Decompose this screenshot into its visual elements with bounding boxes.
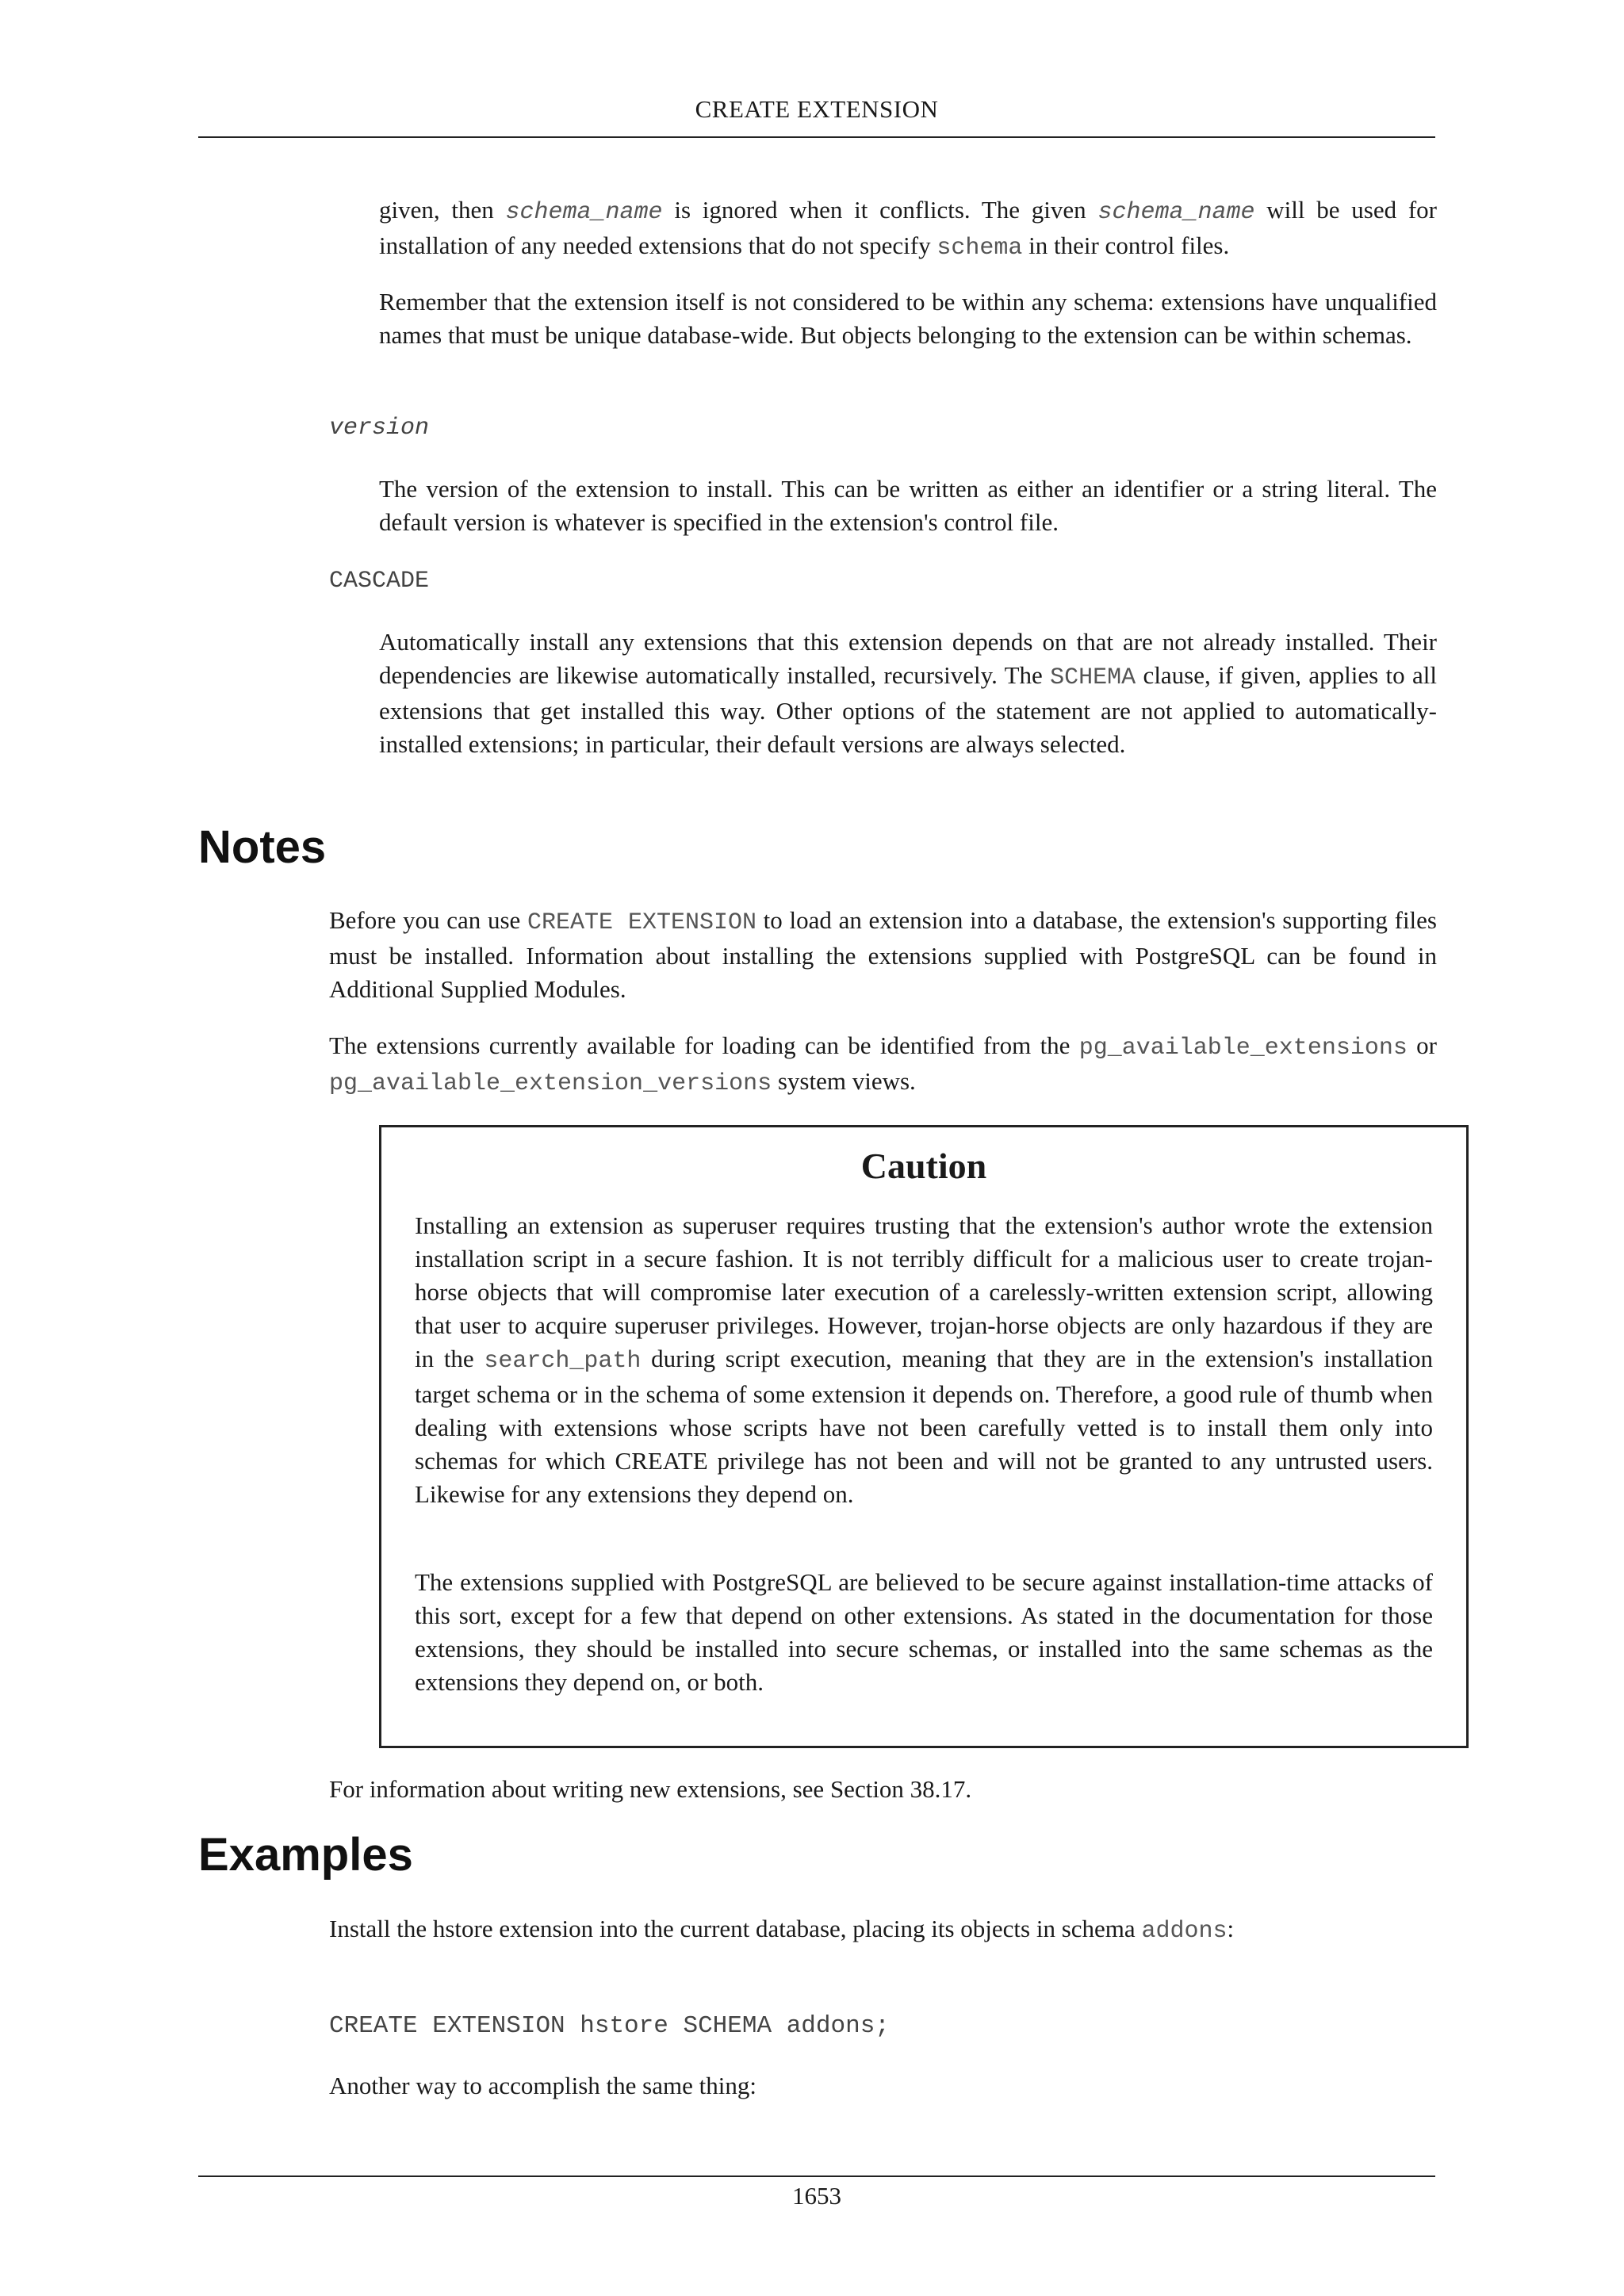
text-run: Install the hstore extension into the current database, placing its objects in schema — [329, 1915, 1142, 1942]
code-addons: addons — [1141, 1918, 1228, 1945]
notes-paragraph-1 — [329, 904, 1437, 1006]
text-run: in their control files. — [1022, 232, 1230, 259]
text-run: or — [1407, 1031, 1437, 1059]
cascade-description — [379, 626, 1437, 761]
schema-param-paragraph-2: Remember that the extension itself is not considered to be within any schema: extensions have unqualified names that must be unique database-wide. But objects belonging to the extension can be within schemas. — [379, 288, 1437, 349]
code-schema-name: schema_name — [1097, 199, 1255, 226]
heading-examples: Examples — [198, 1829, 413, 1881]
caution-title: Caution — [860, 1146, 987, 1186]
code-schema-name: schema_name — [505, 199, 663, 226]
code-pg-available-extension-versions: pg_available_extension_versions — [329, 1070, 772, 1097]
notes-paragraph-3: For information about writing new extensions, see Section 38.17. — [329, 1775, 972, 1803]
header-rule — [198, 136, 1435, 138]
version-description: The version of the extension to install. This can be written as either an identifier or a string literal. The default version is whatever is specified in the extension's control file. — [379, 475, 1437, 536]
caution-box — [379, 1125, 1469, 1748]
caution-paragraph-1 — [415, 1209, 1433, 1511]
code-create-extension: CREATE EXTENSION — [527, 909, 756, 936]
heading-notes: Notes — [198, 821, 327, 873]
running-header: CREATE EXTENSION — [695, 95, 939, 123]
footer-rule — [198, 2175, 1435, 2177]
notes-paragraph-2 — [329, 1029, 1437, 1100]
param-term-cascade: CASCADE — [329, 568, 430, 595]
code-search-path: search_path — [484, 1348, 642, 1375]
text-run: Automatically install any extensions that this extension depends on that are not already installed. Their dependencies are likewise automatically installed, recursively. The — [379, 628, 1437, 689]
text-run: is ignored when it conflicts. The given — [662, 196, 1098, 224]
code-example: CREATE EXTENSION hstore SCHEMA addons; — [329, 2012, 890, 2040]
examples-paragraph-2: Another way to accomplish the same thing: — [329, 2072, 756, 2099]
text-run: Before you can use — [329, 906, 527, 934]
code-schema: schema — [936, 235, 1023, 262]
code-pg-available-extensions: pg_available_extensions — [1078, 1035, 1408, 1062]
caution-paragraph-2: The extensions supplied with PostgreSQL are believed to be secure against installation-time attacks of this sort, except for a few that depend on other extensions. As stated in the documentation for those extensions, they should be installed into secure schemas, or installed into the same schemas as the extensions they depend on, or both. — [415, 1568, 1433, 1696]
text-run: to load an extension into a database, the extension's supporting files must be installed. Information about installing the extensions supplied with PostgreSQL can be found in Additional Supplied Modules. — [329, 906, 1437, 1003]
text-run: during script execution, meaning that they are in the extension's installation target schema or in the schema of some extension it depends on. Therefore, a good rule of thumb when dealing with extensions whose scripts have not been carefully vetted is to install them only into schemas for which CREATE privilege has not been and will not be granted to any untrusted users. Likewise for any extensions they depend on. — [415, 1345, 1433, 1508]
code-schema-keyword: SCHEMA — [1050, 664, 1136, 691]
examples-paragraph-1 — [329, 1912, 1437, 1948]
page-number: 1653 — [792, 2182, 841, 2210]
text-run: Installing an extension as superuser requires trusting that the extension's author wrote the extension installation script in a secure fashion. It is not terribly difficult for a malicious user to create trojan-horse objects that will compromise later execution of a carelessly-written extension script, allowing that user to acquire superuser privileges. However, trojan-horse objects are only hazardous if they are in the — [415, 1211, 1433, 1372]
text-run: will be used for installation of any needed extensions that do not specify — [379, 196, 1437, 259]
text-run: system views. — [772, 1067, 916, 1095]
text-run: given, then — [379, 196, 506, 224]
text-run: : — [1227, 1915, 1235, 1942]
param-term-version: version — [329, 415, 430, 442]
text-run: clause, if given, applies to all extensions that get installed this way. Other options of the statement are not applied to automatically-installed extensions; in particular, their default versions are always selected. — [379, 661, 1437, 758]
text-run: The extensions currently available for loading can be identified from the — [329, 1031, 1079, 1059]
schema-param-paragraph-1 — [379, 193, 1437, 265]
